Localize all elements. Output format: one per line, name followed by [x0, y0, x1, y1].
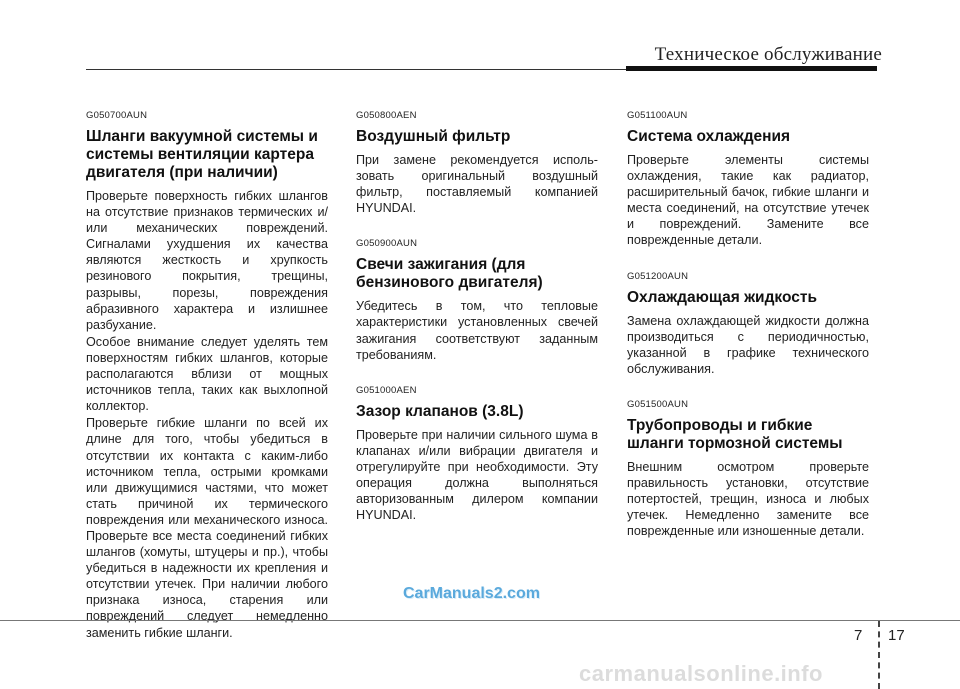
- section-code: G051100AUN: [627, 110, 688, 121]
- section-code: G051000AEN: [356, 384, 417, 396]
- section-vacuum-hoses: [86, 110, 328, 641]
- section-paragraph: Проверьте элементы системы охлаждения, такие как радиатор, расширительный бачок, гибкие шланги и места соединений, на отсутствие утечек и повреждений. Замените все поврежденные детали.: [627, 153, 869, 248]
- text-column-left: [86, 110, 328, 642]
- section-code: G050800AEN: [356, 110, 417, 121]
- section-paragraph: Проверьте при наличии сильного шума в клапанах и/или вибрации двигателя и отрегулируйте при необходимости. Эту операция должна выполняться авторизованным дилером компании HYUNDAI.: [356, 427, 598, 523]
- section-code: G051200AUN: [627, 270, 689, 282]
- section-paragraph: При замене рекомендуется исполь-зовать оригинальный воздушный фильтр, поставляемый компанией HYUNDAI.: [356, 153, 598, 216]
- section-spark-plugs: [356, 238, 598, 362]
- page-header-title: Техническое обслуживание: [654, 44, 882, 65]
- section-heading: Шланги вакуумной системы и системы вентиляции картера двигателя (при наличии): [86, 128, 318, 181]
- section-valve-clearance: [356, 385, 598, 524]
- chapter-number: 7: [854, 627, 863, 644]
- section-paragraph: Проверьте гибкие шланги по всей их длине для того, чтобы убедиться в отсутствии их контакта с каким-либо источником тепла, острыми кромками или движущимися частями, что может стать причиной их термического повреждения или механического износа. Проверьте все места соединений гибких шлангов (хомуты, штуцеры и пр.), чтобы убедиться в надежности их крепления и отсутствии утечек. При наличии любого признака износа, старения или повреждений следует немедленно заменить гибкие шланги.: [86, 416, 328, 640]
- section-air-filter: [356, 110, 598, 216]
- footer-rule: [0, 620, 960, 621]
- watermark-link[interactable]: CarManuals2.com: [403, 585, 540, 602]
- section-heading: Охлаждающая жидкость: [627, 288, 817, 306]
- text-column-middle: [356, 110, 598, 524]
- text-column-right: [627, 110, 869, 540]
- page-number-divider: [878, 621, 880, 689]
- section-paragraph: Убедитесь в том, что тепловые характеристики установленных свечей зажигания соответствуют заданным требованиям.: [356, 299, 598, 362]
- section-heading: Трубопроводы и гибкие шланги тормозной системы: [627, 416, 843, 452]
- section-code: G050900AUN: [356, 238, 418, 250]
- header-rule-accent: [626, 66, 877, 71]
- section-code: G050700AUN: [86, 110, 148, 121]
- section-heading: Зазор клапанов (3.8L): [356, 402, 524, 420]
- section-paragraph: Замена охлаждающей жидкости должна производиться с периодичностью, указанной в графике технического обслуживания.: [627, 313, 869, 376]
- watermark-footer: carmanualsonline.info: [579, 661, 823, 686]
- section-brake-lines: [627, 399, 869, 539]
- header-rule: [86, 69, 626, 70]
- section-heading: Свечи зажигания (для бензинового двигателя): [356, 256, 543, 292]
- section-heading: Система охлаждения: [627, 128, 791, 145]
- section-paragraph: Особое внимание следует уделять тем поверхностям гибких шлангов, которые располагаются вблизи от мощных источников тепла, таких как выхлопной коллектор.: [86, 334, 328, 414]
- section-code: G051500AUN: [627, 398, 689, 410]
- page-number: 17: [888, 627, 905, 644]
- section-heading: Воздушный фильтр: [356, 128, 511, 145]
- section-cooling-system: [627, 110, 869, 249]
- section-coolant: [627, 271, 869, 377]
- section-paragraph: Проверьте поверхность гибких шлангов на отсутствие признаков термических и/или механических повреждений. Сигналами ухудшения их качества являются жесткость и хрупкость резинового покрытия, трещины, разрывы, порезы, повреждения абразивного характера и излишнее разбухание.: [86, 189, 328, 332]
- section-paragraph: Внешним осмотром проверьте правильность установки, отсутствие потертостей, трещин, износа и любых утечек. Немедленно замените все поврежденные или изношенные детали.: [627, 459, 869, 539]
